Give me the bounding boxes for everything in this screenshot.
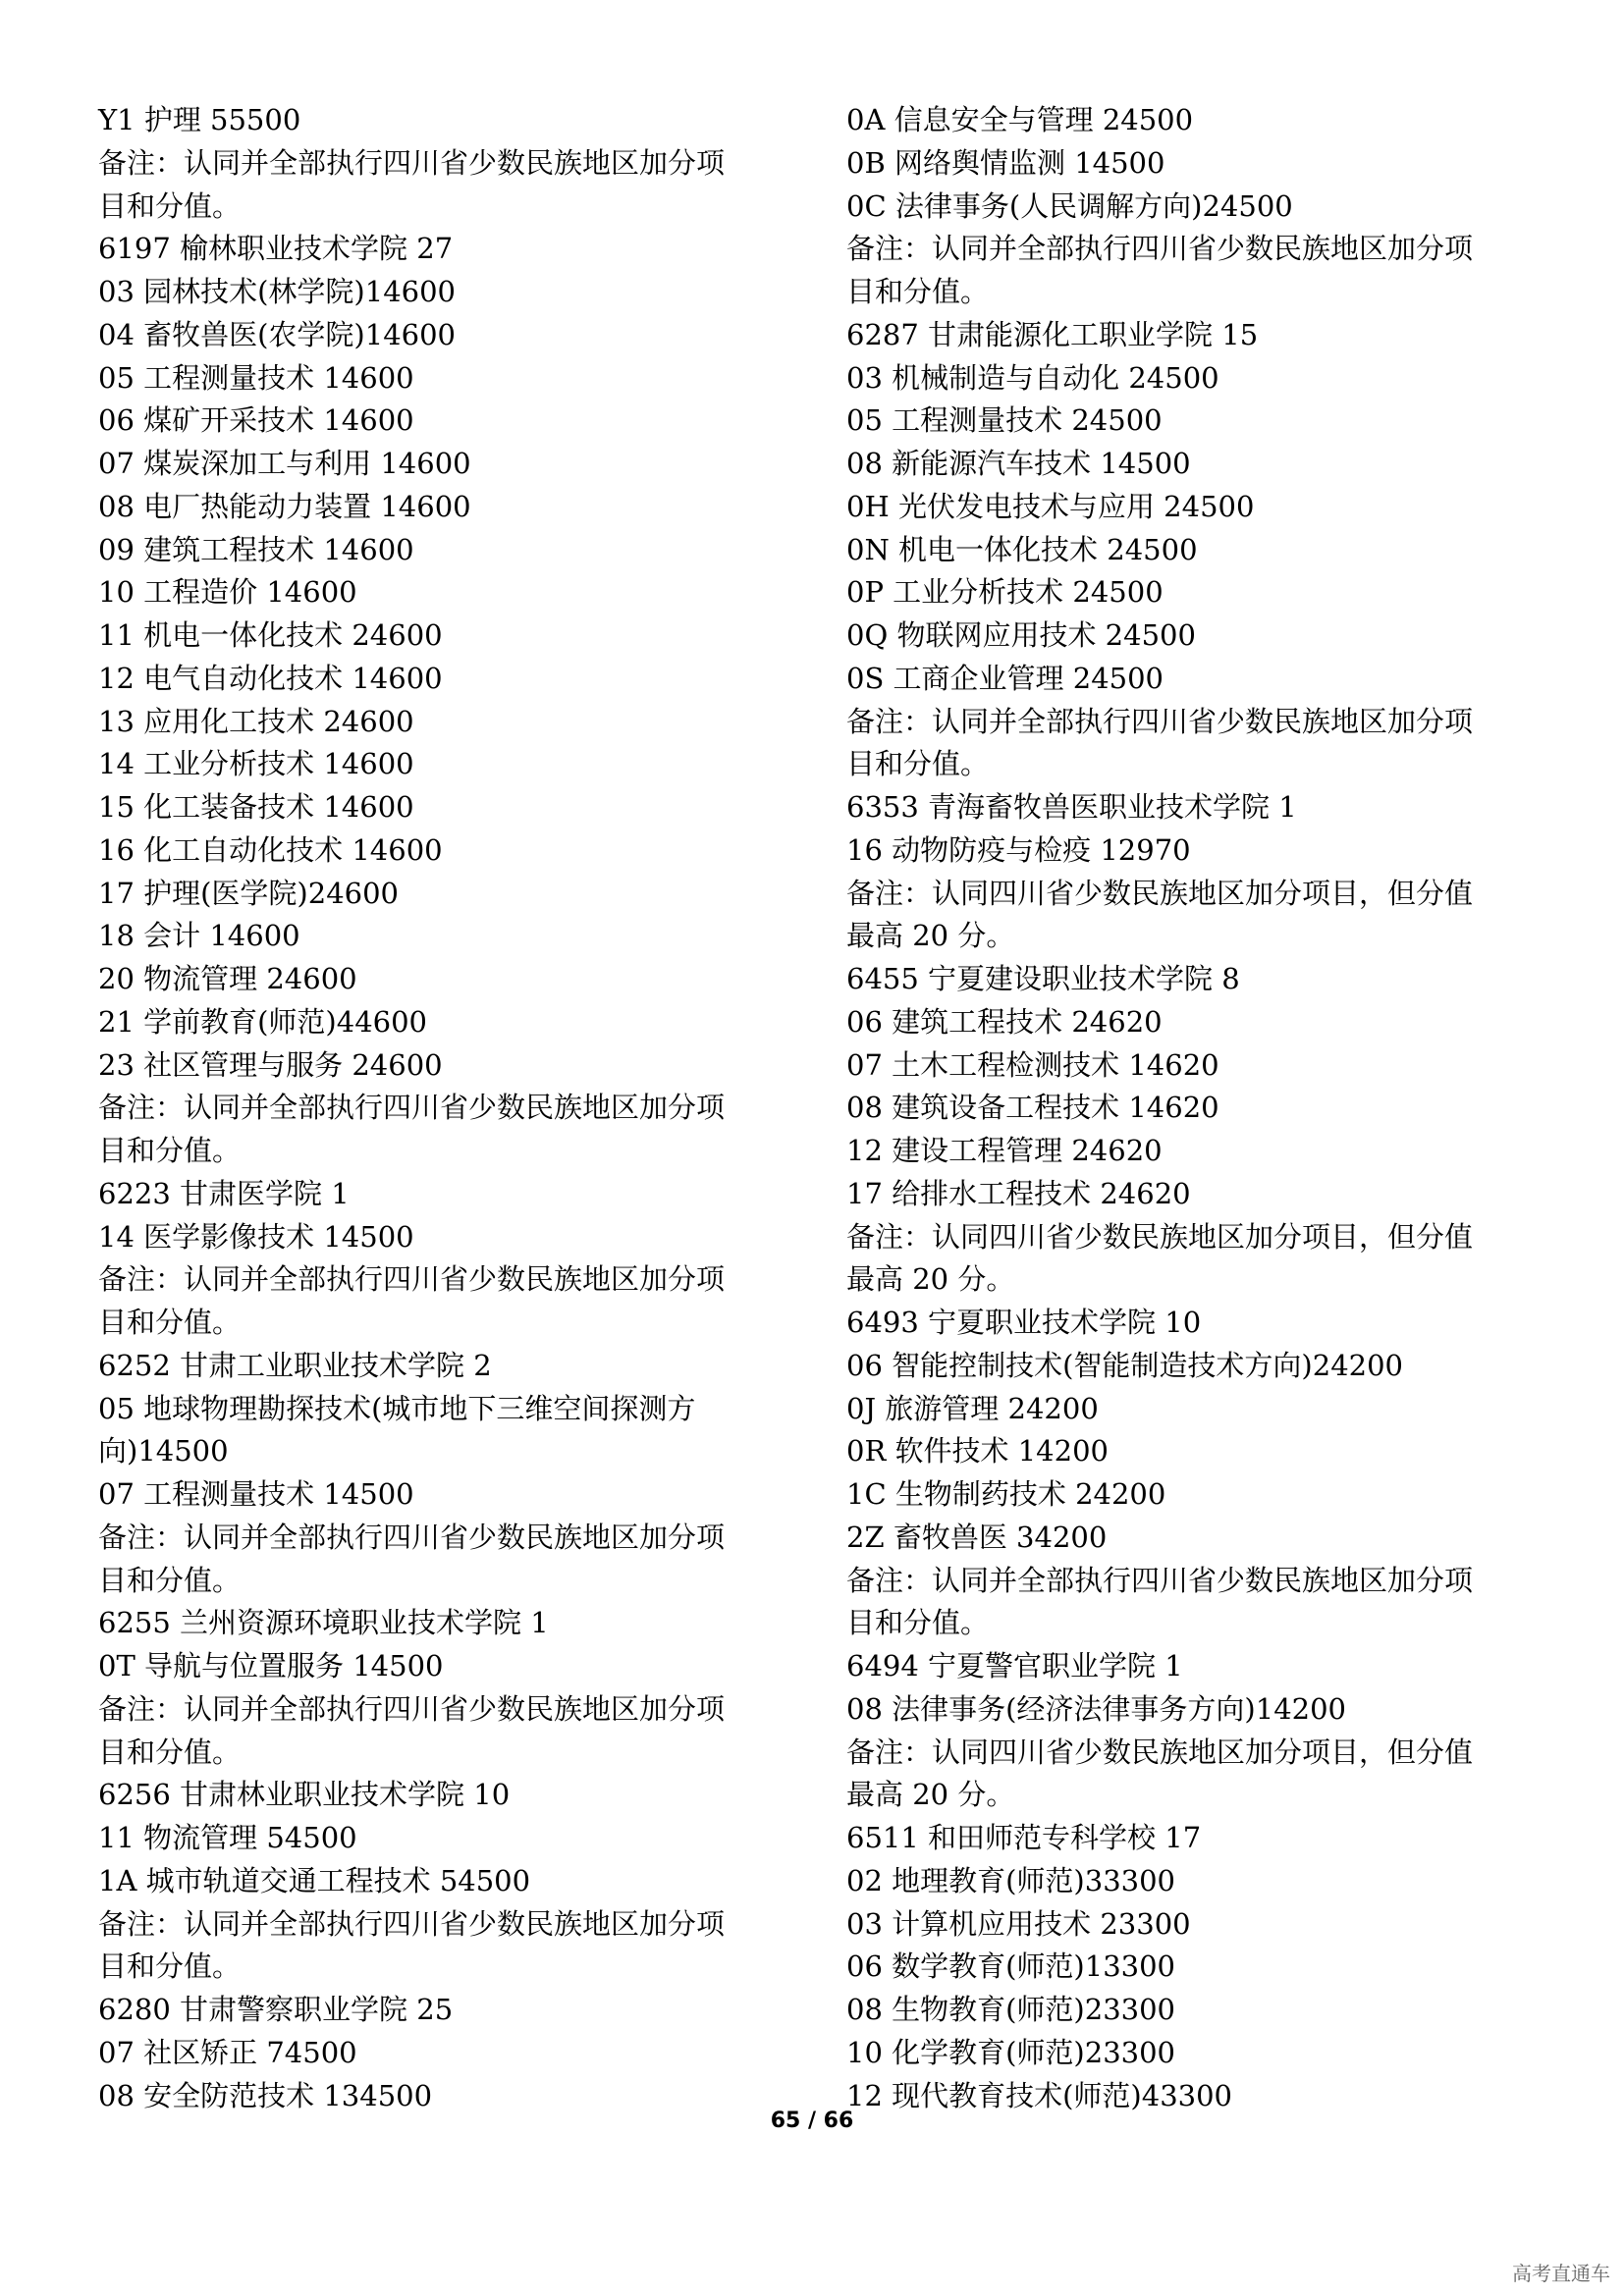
text-line: 1A 城市轨道交通工程技术 54500 — [98, 1863, 531, 1897]
text-line: 6493 宁夏职业技术学院 10 — [846, 1306, 1202, 1339]
text-line: 03 机械制造与自动化 24500 — [846, 360, 1219, 395]
text-line: Y1 护理 55500 — [98, 103, 301, 136]
text-line: 备注：认同并全部执行四川省少数民族地区加分项 — [98, 1906, 726, 1941]
text-line: 目和分值。 — [846, 747, 990, 781]
text-line: 目和分值。 — [98, 1306, 242, 1339]
text-line: 备注：认同并全部执行四川省少数民族地区加分项 — [98, 1691, 726, 1726]
text-line: 最高 20 分。 — [846, 919, 1015, 953]
text-line: 06 数学教育(师范)13300 — [846, 1949, 1176, 1984]
text-line: 07 社区矫正 74500 — [98, 2035, 357, 2069]
text-line: 08 生物教育(师范)23300 — [846, 1993, 1176, 2026]
text-line: 05 工程测量技术 24500 — [846, 403, 1163, 438]
text-line: 0T 导航与位置服务 14500 — [98, 1649, 444, 1682]
text-line: 14 工业分析技术 14600 — [98, 747, 414, 781]
text-line: 6255 兰州资源环境职业技术学院 1 — [98, 1606, 549, 1640]
text-line: 17 护理(医学院)24600 — [98, 876, 400, 910]
text-line: 14 医学影像技术 14500 — [98, 1219, 414, 1254]
text-line: 备注：认同并全部执行四川省少数民族地区加分项 — [98, 1520, 726, 1554]
text-line: 12 现代教育技术(师范)43300 — [846, 2078, 1233, 2112]
text-line: 16 化工自动化技术 14600 — [98, 832, 443, 867]
watermark-text: 高考直通车 — [1512, 2262, 1610, 2285]
text-line: 13 应用化工技术 24600 — [98, 704, 414, 738]
text-line: 0C 法律事务(人民调解方向)24500 — [846, 188, 1293, 223]
text-line: 12 建设工程管理 24620 — [846, 1134, 1163, 1167]
text-line: 目和分值。 — [98, 1563, 242, 1597]
text-line: 备注：认同并全部执行四川省少数民族地区加分项 — [98, 145, 726, 180]
text-line: 08 建筑设备工程技术 14620 — [846, 1091, 1219, 1125]
text-line: 0Q 物联网应用技术 24500 — [846, 618, 1196, 652]
text-line: 2Z 畜牧兽医 34200 — [846, 1520, 1108, 1554]
text-line: 0J 旅游管理 24200 — [846, 1391, 1099, 1425]
text-line: 0S 工商企业管理 24500 — [846, 661, 1164, 695]
page-number: 65 / 66 — [770, 2109, 854, 2133]
text-line: 目和分值。 — [846, 1606, 990, 1640]
text-line: 目和分值。 — [98, 1134, 242, 1167]
right-text-column — [846, 99, 1534, 2117]
text-line: 05 工程测量技术 14600 — [98, 360, 414, 395]
text-line: 06 煤矿开采技术 14600 — [98, 403, 414, 438]
text-line: 07 土木工程检测技术 14620 — [846, 1047, 1219, 1082]
text-line: 6280 甘肃警察职业学院 25 — [98, 1993, 454, 2026]
text-line: 08 新能源汽车技术 14500 — [846, 447, 1191, 480]
text-line: 备注：认同并全部执行四川省少数民族地区加分项 — [846, 1563, 1474, 1597]
text-line: 07 煤炭深加工与利用 14600 — [98, 447, 471, 480]
text-line: 备注：认同并全部执行四川省少数民族地区加分项 — [98, 1262, 726, 1297]
text-line: 0P 工业分析技术 24500 — [846, 575, 1164, 610]
text-line: 6494 宁夏警官职业学院 1 — [846, 1649, 1183, 1682]
text-line: 备注：认同并全部执行四川省少数民族地区加分项 — [98, 1091, 726, 1125]
text-line: 6511 和田师范专科学校 17 — [846, 1821, 1202, 1854]
text-line: 6287 甘肃能源化工职业学院 15 — [846, 317, 1259, 351]
text-line: 1C 生物制药技术 24200 — [846, 1477, 1166, 1511]
text-line: 备注：认同并全部执行四川省少数民族地区加分项 — [846, 704, 1474, 738]
text-line: 0N 机电一体化技术 24500 — [846, 532, 1198, 566]
text-line: 目和分值。 — [98, 1949, 242, 1984]
text-line: 最高 20 分。 — [846, 1262, 1015, 1297]
text-line: 05 地球物理勘探技术(城市地下三维空间探测方 — [98, 1391, 696, 1425]
text-line: 15 化工装备技术 14600 — [98, 790, 414, 824]
text-line: 目和分值。 — [846, 275, 990, 308]
text-line: 最高 20 分。 — [846, 1778, 1015, 1812]
text-line: 11 机电一体化技术 24600 — [98, 618, 443, 652]
text-line: 6223 甘肃医学院 1 — [98, 1176, 350, 1210]
text-line: 06 建筑工程技术 24620 — [846, 1004, 1163, 1039]
text-line: 12 电气自动化技术 14600 — [98, 661, 443, 695]
text-line: 03 计算机应用技术 23300 — [846, 1906, 1191, 1941]
text-line: 0H 光伏发电技术与应用 24500 — [846, 489, 1255, 523]
text-line: 目和分值。 — [98, 188, 242, 223]
text-line: 备注：认同四川省少数民族地区加分项目，但分值 — [846, 876, 1474, 910]
text-line: 16 动物防疫与检疫 12970 — [846, 832, 1191, 867]
text-line: 07 工程测量技术 14500 — [98, 1477, 414, 1511]
text-line: 04 畜牧兽医(农学院)14600 — [98, 317, 457, 351]
text-line: 目和分值。 — [98, 1735, 242, 1769]
text-line: 09 建筑工程技术 14600 — [98, 532, 414, 566]
text-line: 6197 榆林职业技术学院 27 — [98, 232, 454, 266]
text-line: 0A 信息安全与管理 24500 — [846, 103, 1194, 136]
text-line: 18 会计 14600 — [98, 919, 300, 953]
text-line: 10 工程造价 14600 — [98, 575, 357, 610]
text-line: 20 物流管理 24600 — [98, 962, 357, 995]
text-line: 08 电厂热能动力装置 14600 — [98, 489, 471, 523]
text-line: 08 安全防范技术 134500 — [98, 2078, 433, 2112]
text-line: 21 学前教育(师范)44600 — [98, 1004, 428, 1039]
text-line: 备注：认同四川省少数民族地区加分项目，但分值 — [846, 1735, 1474, 1769]
text-line: 06 智能控制技术(智能制造技术方向)24200 — [846, 1348, 1404, 1382]
text-line: 17 给排水工程技术 24620 — [846, 1176, 1191, 1210]
text-line: 0R 软件技术 14200 — [846, 1434, 1109, 1468]
text-line: 08 法律事务(经济法律事务方向)14200 — [846, 1691, 1347, 1726]
text-line: 6353 青海畜牧兽医职业技术学院 1 — [846, 790, 1297, 824]
text-line: 6455 宁夏建设职业技术学院 8 — [846, 962, 1240, 995]
text-line: 23 社区管理与服务 24600 — [98, 1047, 443, 1082]
text-line: 02 地理教育(师范)33300 — [846, 1863, 1176, 1897]
text-line: 备注：认同四川省少数民族地区加分项目，但分值 — [846, 1219, 1474, 1254]
text-line: 10 化学教育(师范)23300 — [846, 2035, 1176, 2069]
text-line: 0B 网络舆情监测 14500 — [846, 145, 1165, 180]
text-line: 备注：认同并全部执行四川省少数民族地区加分项 — [846, 232, 1474, 266]
text-line: 11 物流管理 54500 — [98, 1821, 357, 1854]
text-line: 向)14500 — [98, 1434, 229, 1468]
text-line: 6252 甘肃工业职业技术学院 2 — [98, 1348, 492, 1382]
text-line: 03 园林技术(林学院)14600 — [98, 275, 457, 308]
text-line: 6256 甘肃林业职业技术学院 10 — [98, 1778, 511, 1812]
left-text-column — [98, 99, 785, 2117]
